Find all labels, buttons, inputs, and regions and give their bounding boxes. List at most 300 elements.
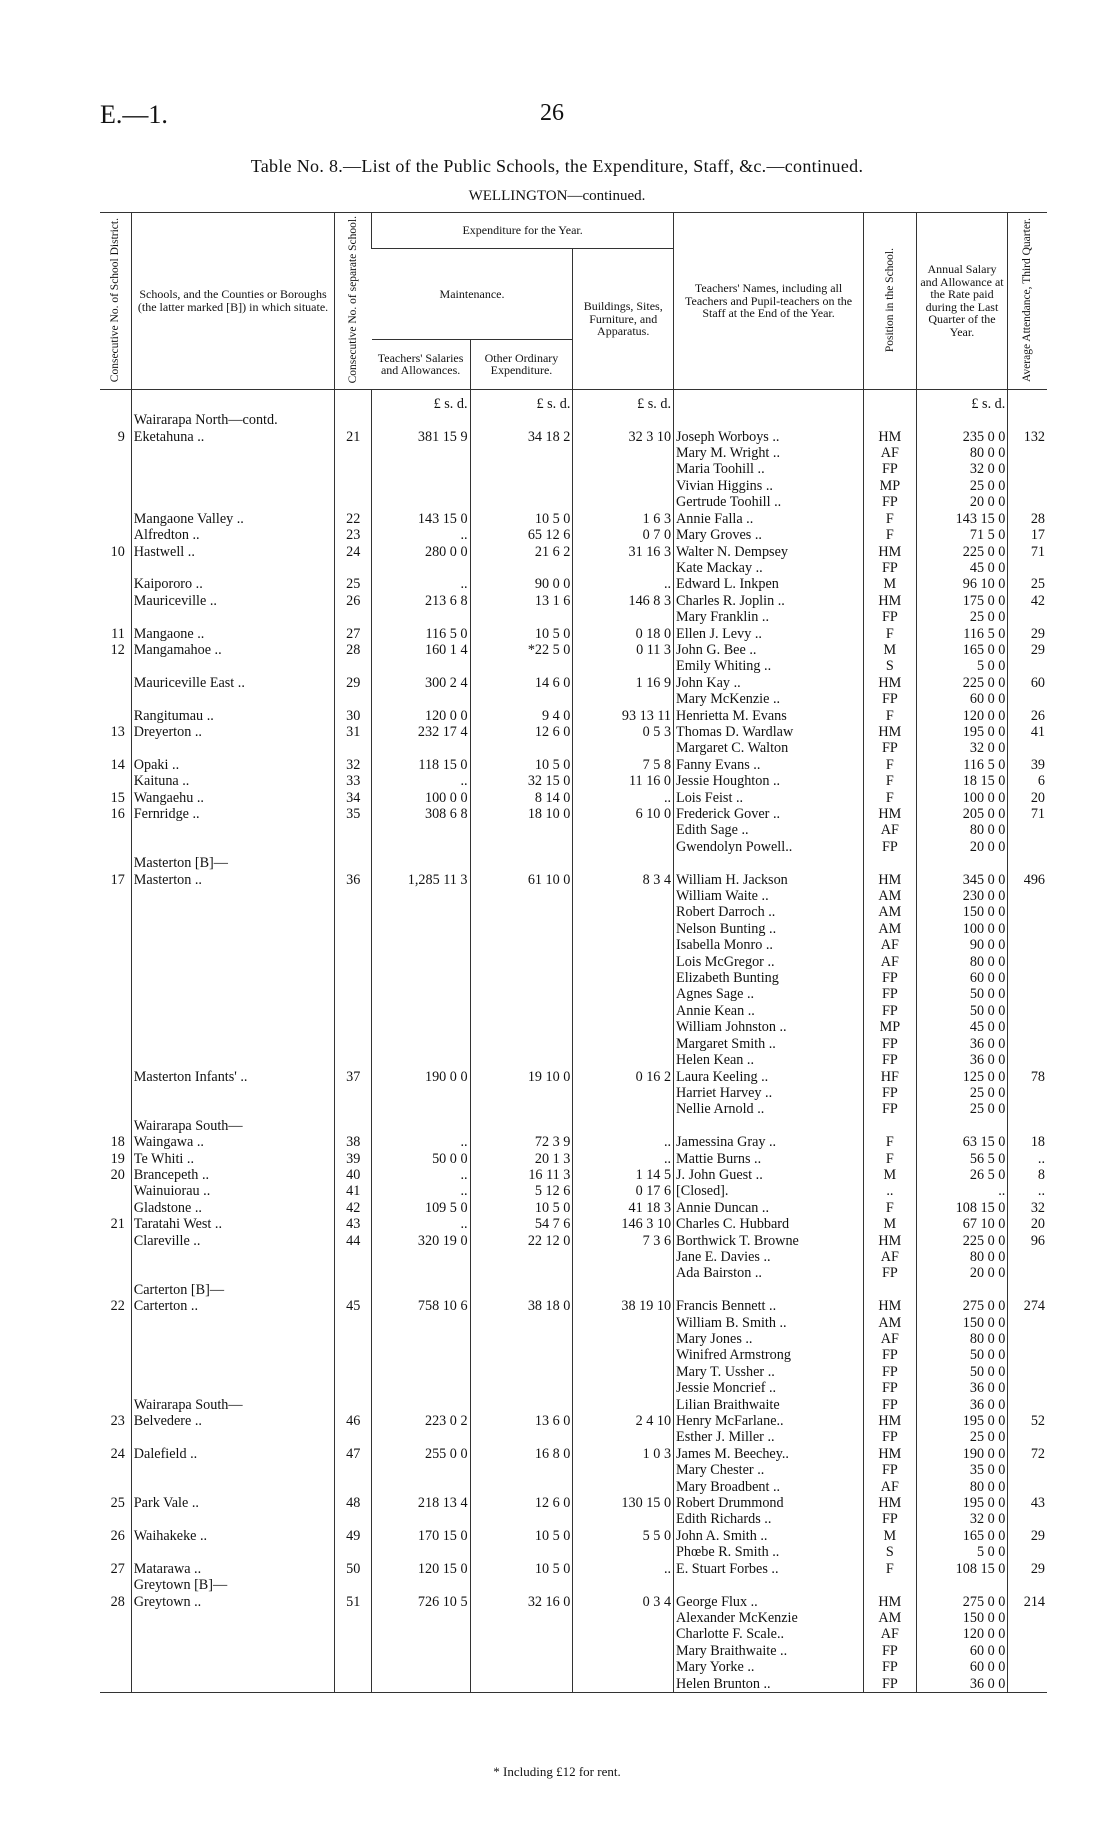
cell-position: FP — [864, 1659, 917, 1675]
cell-teacher-name: Nelson Bunting .. — [674, 921, 864, 937]
cell-teacher-name: Mary Franklin .. — [674, 609, 864, 625]
cell-teacher-name: William Waite .. — [674, 888, 864, 904]
cell-allowance: 20 0 0 — [916, 1265, 1008, 1281]
cell-buildings — [573, 1659, 674, 1675]
cell-buildings: 1 14 5 — [573, 1167, 674, 1183]
cell-other-expenditure — [470, 839, 573, 855]
cell-allowance: 150 0 0 — [916, 904, 1008, 920]
cell-position — [864, 1577, 917, 1593]
cell-district — [100, 1610, 131, 1626]
cell-school — [131, 1101, 334, 1117]
cell-allowance: 20 0 0 — [916, 839, 1008, 855]
cell-buildings — [573, 658, 674, 674]
cell-other-expenditure: 72 3 9 — [470, 1134, 573, 1150]
cell-separate-no: 44 — [335, 1233, 372, 1249]
cell-other-expenditure: 13 6 0 — [470, 1413, 573, 1429]
cell-allowance: 67 10 0 — [916, 1216, 1008, 1232]
cell-district: 12 — [110, 641, 125, 658]
cell-position: FP — [864, 1036, 917, 1052]
cell-attendance — [1008, 740, 1047, 756]
table-row — [100, 1036, 1047, 1052]
cell-district: 27 — [110, 1560, 125, 1577]
cell-separate-no — [335, 1429, 372, 1445]
cell-position: HF — [864, 1069, 917, 1085]
cell-separate-no: 50 — [335, 1561, 372, 1577]
cell-other-expenditure — [470, 1479, 573, 1495]
cell-allowance: 165 0 0 — [916, 642, 1008, 658]
cell-school: Wangaehu .. — [131, 790, 334, 806]
cell-school: Fernridge .. — [131, 806, 334, 822]
cell-school: Mangaone .. — [131, 626, 334, 642]
cell-allowance: 165 0 0 — [916, 1528, 1008, 1544]
cell-salaries: 170 15 0 — [372, 1528, 470, 1544]
cell-school: Mauriceville East .. — [131, 675, 334, 691]
cell-salaries: .. — [372, 1183, 470, 1199]
cell-other-expenditure — [470, 822, 573, 838]
cell-attendance — [1008, 1659, 1047, 1675]
cell-allowance: 35 0 0 — [916, 1462, 1008, 1478]
table-row — [100, 724, 1047, 740]
cell-buildings: 0 7 0 — [573, 527, 674, 543]
cell-school: Masterton [B]— — [131, 855, 334, 871]
cell-separate-no: 46 — [335, 1413, 372, 1429]
cell-attendance: 32 — [1008, 1200, 1047, 1216]
cell-district: 25 — [110, 1495, 125, 1512]
table-row — [100, 1380, 1047, 1396]
cell-other-expenditure: £ s. d. — [470, 396, 573, 412]
cell-salaries — [372, 1380, 470, 1396]
cell-position: F — [864, 1151, 917, 1167]
cell-teacher-name: Alexander McKenzie — [674, 1610, 864, 1626]
cell-school — [131, 1643, 334, 1659]
cell-other-expenditure — [470, 1118, 573, 1134]
cell-teacher-name: Mary Groves .. — [674, 527, 864, 543]
cell-allowance — [916, 1282, 1008, 1298]
table-row — [100, 708, 1047, 724]
table-row — [100, 872, 1047, 888]
col-expenditure: Expenditure for the Year. — [372, 213, 674, 249]
cell-separate-no: 28 — [335, 642, 372, 658]
cell-separate-no — [335, 1397, 372, 1413]
cell-other-expenditure: 10 5 0 — [470, 626, 573, 642]
cell-attendance — [1008, 970, 1047, 986]
cell-position: FP — [864, 461, 917, 477]
cell-allowance: 50 0 0 — [916, 1003, 1008, 1019]
cell-district — [100, 1233, 131, 1249]
cell-district — [100, 1577, 131, 1593]
cell-salaries — [372, 560, 470, 576]
cell-separate-no: 42 — [335, 1200, 372, 1216]
cell-salaries: £ s. d. — [372, 396, 470, 412]
cell-separate-no: 32 — [335, 757, 372, 773]
cell-separate-no — [335, 1511, 372, 1527]
cell-district — [100, 1380, 131, 1396]
cell-allowance: 20 0 0 — [916, 494, 1008, 510]
cell-other-expenditure — [470, 445, 573, 461]
cell-buildings: .. — [573, 1561, 674, 1577]
cell-teacher-name: Walter N. Dempsey — [674, 544, 864, 560]
cell-salaries: 320 19 0 — [372, 1233, 470, 1249]
cell-attendance — [1008, 921, 1047, 937]
cell-buildings — [573, 1282, 674, 1298]
cell-teacher-name: William Johnston .. — [674, 1019, 864, 1035]
cell-school — [131, 1511, 334, 1527]
cell-separate-no — [335, 1249, 372, 1265]
table-body — [100, 389, 1047, 1692]
cell-salaries — [372, 1019, 470, 1035]
cell-district — [100, 921, 131, 937]
cell-school: Hastwell .. — [131, 544, 334, 560]
cell-school: Mauriceville .. — [131, 593, 334, 609]
cell-teacher-name: Annie Kean .. — [674, 1003, 864, 1019]
cell-district — [100, 1462, 131, 1478]
cell-school: Greytown [B]— — [131, 1577, 334, 1593]
table-row — [100, 494, 1047, 510]
cell-teacher-name: Charles R. Joplin .. — [674, 593, 864, 609]
cell-buildings — [573, 1036, 674, 1052]
cell-allowance: 32 0 0 — [916, 740, 1008, 756]
cell-other-expenditure — [470, 1577, 573, 1593]
cell-buildings — [573, 1610, 674, 1626]
cell-position: FP — [864, 494, 917, 510]
cell-separate-no: 27 — [335, 626, 372, 642]
cell-attendance: 26 — [1008, 708, 1047, 724]
cell-allowance: 60 0 0 — [916, 1659, 1008, 1675]
cell-allowance — [916, 855, 1008, 871]
cell-teacher-name: Jane E. Davies .. — [674, 1249, 864, 1265]
cell-school: Belvedere .. — [131, 1413, 334, 1429]
table-row — [100, 888, 1047, 904]
cell-salaries — [372, 1249, 470, 1265]
cell-teacher-name: Lois McGregor .. — [674, 954, 864, 970]
cell-teacher-name: Mary Yorke .. — [674, 1659, 864, 1675]
cell-school: Clareville .. — [131, 1233, 334, 1249]
cell-district — [100, 494, 131, 510]
cell-other-expenditure — [470, 560, 573, 576]
cell-school — [131, 609, 334, 625]
cell-attendance — [1008, 986, 1047, 1002]
cell-salaries — [372, 445, 470, 461]
cell-other-expenditure: 65 12 6 — [470, 527, 573, 543]
cell-position: AM — [864, 1610, 917, 1626]
cell-salaries — [372, 1479, 470, 1495]
cell-buildings: 8 3 4 — [573, 872, 674, 888]
cell-salaries: 758 10 6 — [372, 1298, 470, 1314]
cell-school — [131, 970, 334, 986]
cell-attendance: 78 — [1008, 1069, 1047, 1085]
cell-allowance: 45 0 0 — [916, 1019, 1008, 1035]
cell-buildings — [573, 1397, 674, 1413]
cell-district — [100, 412, 131, 428]
cell-school — [131, 1462, 334, 1478]
cell-position: FP — [864, 1397, 917, 1413]
cell-buildings — [573, 740, 674, 756]
cell-position: FP — [864, 1265, 917, 1281]
cell-salaries: 109 5 0 — [372, 1200, 470, 1216]
cell-allowance: 25 0 0 — [916, 609, 1008, 625]
cell-separate-no — [335, 1577, 372, 1593]
cell-separate-no — [335, 1019, 372, 1035]
cell-other-expenditure: 32 15 0 — [470, 773, 573, 789]
cell-buildings: 41 18 3 — [573, 1200, 674, 1216]
cell-allowance: 5 0 0 — [916, 1544, 1008, 1560]
cell-other-expenditure — [470, 1610, 573, 1626]
cell-other-expenditure — [470, 478, 573, 494]
cell-allowance: 205 0 0 — [916, 806, 1008, 822]
cell-school — [131, 658, 334, 674]
cell-buildings — [573, 1479, 674, 1495]
cell-school: Alfredton .. — [131, 527, 334, 543]
cell-school: Rangitumau .. — [131, 708, 334, 724]
cell-other-expenditure — [470, 954, 573, 970]
cell-other-expenditure — [470, 1036, 573, 1052]
cell-allowance: 25 0 0 — [916, 1085, 1008, 1101]
cell-position: HM — [864, 806, 917, 822]
cell-salaries — [372, 1511, 470, 1527]
cell-attendance: 42 — [1008, 593, 1047, 609]
cell-buildings — [573, 1462, 674, 1478]
cell-position: F — [864, 626, 917, 642]
cell-district — [100, 1347, 131, 1363]
cell-attendance: 52 — [1008, 1413, 1047, 1429]
cell-school: Dreyerton .. — [131, 724, 334, 740]
cell-buildings: 0 17 6 — [573, 1183, 674, 1199]
cell-separate-no — [335, 1101, 372, 1117]
cell-position: FP — [864, 560, 917, 576]
cell-teacher-name: E. Stuart Forbes .. — [674, 1561, 864, 1577]
cell-other-expenditure — [470, 1397, 573, 1413]
cell-salaries: 120 0 0 — [372, 708, 470, 724]
cell-allowance: £ s. d. — [916, 396, 1008, 412]
cell-buildings — [573, 888, 674, 904]
cell-school — [131, 954, 334, 970]
cell-district: 13 — [110, 723, 125, 740]
cell-separate-no — [335, 1610, 372, 1626]
cell-school — [131, 1347, 334, 1363]
cell-attendance: 29 — [1008, 1561, 1047, 1577]
cell-teacher-name: Robert Drummond — [674, 1495, 864, 1511]
cell-salaries — [372, 1626, 470, 1642]
cell-school — [131, 1249, 334, 1265]
cell-separate-no — [335, 1462, 372, 1478]
cell-other-expenditure — [470, 461, 573, 477]
cell-position: FP — [864, 1085, 917, 1101]
cell-position — [864, 412, 917, 428]
cell-district: 14 — [110, 756, 125, 773]
cell-district — [100, 855, 131, 871]
cell-teacher-name: Kate Mackay .. — [674, 560, 864, 576]
cell-position — [864, 855, 917, 871]
cell-separate-no — [335, 1265, 372, 1281]
cell-attendance — [1008, 888, 1047, 904]
cell-teacher-name: Margaret Smith .. — [674, 1036, 864, 1052]
cell-school: Kaituna .. — [131, 773, 334, 789]
cell-separate-no — [335, 1331, 372, 1347]
cell-teacher-name: Gwendolyn Powell.. — [674, 839, 864, 855]
cell-salaries: 50 0 0 — [372, 1151, 470, 1167]
cell-other-expenditure: 10 5 0 — [470, 1200, 573, 1216]
cell-school — [131, 1479, 334, 1495]
cell-teacher-name: Joseph Worboys .. — [674, 429, 864, 445]
cell-buildings — [573, 691, 674, 707]
cell-district — [100, 1200, 131, 1216]
cell-attendance: 29 — [1008, 642, 1047, 658]
cell-teacher-name: Laura Keeling .. — [674, 1069, 864, 1085]
cell-buildings — [573, 1676, 674, 1693]
cell-separate-no: 40 — [335, 1167, 372, 1183]
cell-teacher-name: Harriet Harvey .. — [674, 1085, 864, 1101]
cell-salaries — [372, 970, 470, 986]
cell-attendance — [1008, 461, 1047, 477]
cell-district — [100, 1019, 131, 1035]
table-row — [100, 626, 1047, 642]
cell-separate-no — [335, 609, 372, 625]
cell-other-expenditure — [470, 1380, 573, 1396]
cell-teacher-name: Mary Jones .. — [674, 1331, 864, 1347]
cell-school: Eketahuna .. — [131, 429, 334, 445]
cell-school — [131, 494, 334, 510]
cell-salaries: 280 0 0 — [372, 544, 470, 560]
cell-position: HM — [864, 1233, 917, 1249]
cell-buildings — [573, 1101, 674, 1117]
cell-district: 17 — [110, 871, 125, 888]
cell-separate-no — [335, 970, 372, 986]
cell-district — [100, 1265, 131, 1281]
cell-position: HM — [864, 1495, 917, 1511]
cell-school: Carterton .. — [131, 1298, 334, 1314]
cell-position: HM — [864, 1594, 917, 1610]
cell-buildings: 1 0 3 — [573, 1446, 674, 1462]
cell-allowance: 150 0 0 — [916, 1610, 1008, 1626]
table-row — [100, 1413, 1047, 1429]
table-row — [100, 1347, 1047, 1363]
cell-buildings — [573, 1331, 674, 1347]
table-row — [100, 1528, 1047, 1544]
cell-other-expenditure: 38 18 0 — [470, 1298, 573, 1314]
table-row — [100, 954, 1047, 970]
cell-salaries — [372, 1118, 470, 1134]
cell-position: FP — [864, 1364, 917, 1380]
cell-attendance — [1008, 1003, 1047, 1019]
cell-separate-no: 51 — [335, 1594, 372, 1610]
cell-salaries — [372, 954, 470, 970]
cell-position: M — [864, 576, 917, 592]
cell-attendance — [1008, 1347, 1047, 1363]
table-row — [100, 1643, 1047, 1659]
cell-school: Masterton Infants' .. — [131, 1069, 334, 1085]
cell-school — [131, 986, 334, 1002]
cell-salaries — [372, 904, 470, 920]
cell-position: AM — [864, 1315, 917, 1331]
cell-salaries — [372, 658, 470, 674]
cell-attendance — [1008, 1101, 1047, 1117]
cell-attendance — [1008, 937, 1047, 953]
cell-attendance — [1008, 412, 1047, 428]
cell-teacher-name: J. John Guest .. — [674, 1167, 864, 1183]
table-row — [100, 1216, 1047, 1232]
col-buildings: Buildings, Sites, Furniture, and Apparatus. — [573, 249, 674, 390]
cell-allowance: 230 0 0 — [916, 888, 1008, 904]
cell-attendance: 8 — [1008, 1167, 1047, 1183]
cell-allowance: 32 0 0 — [916, 461, 1008, 477]
cell-attendance: 71 — [1008, 544, 1047, 560]
cell-school — [131, 1610, 334, 1626]
cell-position — [864, 396, 917, 412]
cell-position: MP — [864, 478, 917, 494]
cell-district: 22 — [110, 1298, 125, 1315]
table-row — [100, 1200, 1047, 1216]
cell-allowance: 275 0 0 — [916, 1594, 1008, 1610]
cell-district — [100, 576, 131, 592]
cell-salaries — [372, 1036, 470, 1052]
cell-school — [131, 839, 334, 855]
cell-buildings: 146 3 10 — [573, 1216, 674, 1232]
cell-separate-no: 25 — [335, 576, 372, 592]
table-row — [100, 1052, 1047, 1068]
cell-position: HM — [864, 429, 917, 445]
cell-separate-no — [335, 1659, 372, 1675]
cell-district — [100, 1364, 131, 1380]
table-row — [100, 1315, 1047, 1331]
cell-other-expenditure — [470, 658, 573, 674]
cell-salaries — [372, 461, 470, 477]
cell-school: Carterton [B]— — [131, 1282, 334, 1298]
cell-salaries — [372, 937, 470, 953]
cell-teacher-name — [674, 1577, 864, 1593]
cell-salaries — [372, 1429, 470, 1445]
cell-district — [100, 461, 131, 477]
cell-attendance — [1008, 445, 1047, 461]
cell-attendance — [1008, 822, 1047, 838]
table-row — [100, 1544, 1047, 1560]
cell-separate-no — [335, 658, 372, 674]
cell-separate-no — [335, 1036, 372, 1052]
cell-school: Gladstone .. — [131, 1200, 334, 1216]
cell-attendance — [1008, 1577, 1047, 1593]
cell-allowance: 345 0 0 — [916, 872, 1008, 888]
cell-district — [100, 396, 131, 412]
cell-salaries — [372, 740, 470, 756]
table-row — [100, 1462, 1047, 1478]
cell-school: Taratahi West .. — [131, 1216, 334, 1232]
cell-attendance — [1008, 904, 1047, 920]
cell-teacher-name: Vivian Higgins .. — [674, 478, 864, 494]
table-row — [100, 609, 1047, 625]
cell-separate-no — [335, 839, 372, 855]
cell-attendance — [1008, 1397, 1047, 1413]
page-number: 26 — [540, 100, 564, 126]
table-row — [100, 576, 1047, 592]
cell-separate-no — [335, 822, 372, 838]
cell-buildings — [573, 1003, 674, 1019]
cell-separate-no — [335, 560, 372, 576]
cell-separate-no: 31 — [335, 724, 372, 740]
cell-attendance — [1008, 1479, 1047, 1495]
cell-teacher-name — [674, 412, 864, 428]
cell-attendance — [1008, 1118, 1047, 1134]
cell-position: AF — [864, 1626, 917, 1642]
cell-buildings — [573, 954, 674, 970]
cell-allowance: 80 0 0 — [916, 445, 1008, 461]
cell-buildings: .. — [573, 1151, 674, 1167]
cell-teacher-name: Gertrude Toohill .. — [674, 494, 864, 510]
cell-buildings: 2 4 10 — [573, 1413, 674, 1429]
cell-school — [131, 740, 334, 756]
cell-other-expenditure — [470, 1265, 573, 1281]
cell-salaries — [372, 494, 470, 510]
cell-salaries — [372, 1364, 470, 1380]
cell-attendance — [1008, 1019, 1047, 1035]
